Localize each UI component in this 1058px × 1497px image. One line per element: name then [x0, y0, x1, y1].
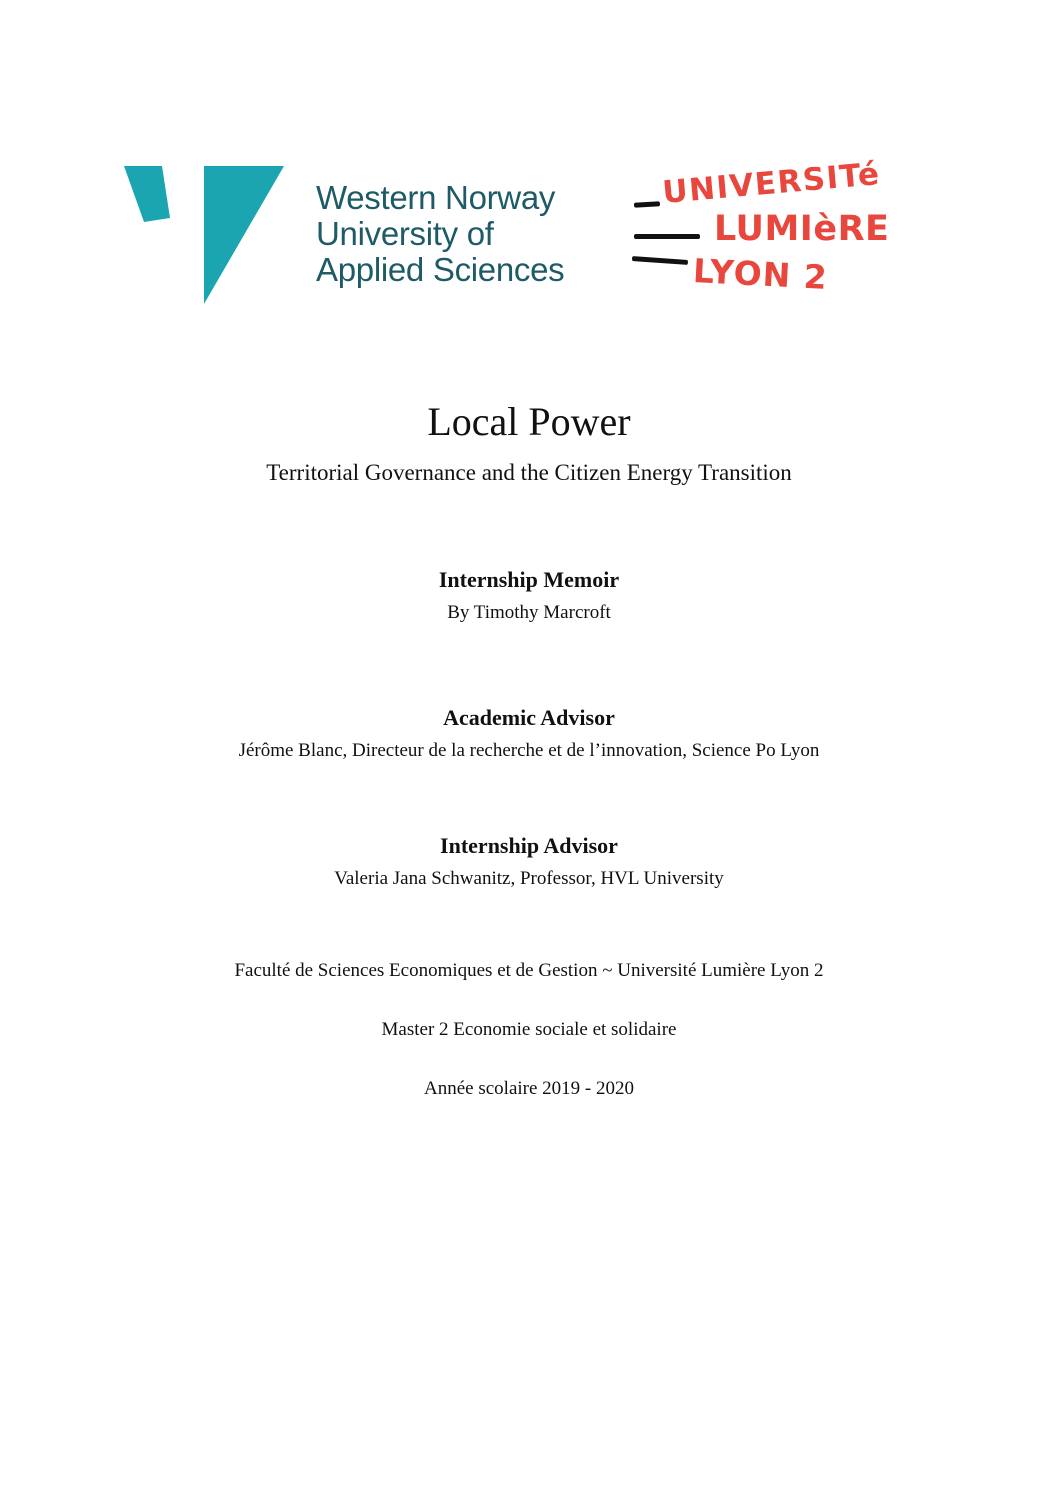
lyon2-dash-2: [634, 234, 700, 239]
hvl-logo-text: [316, 180, 564, 288]
lyon2-logo-line-1: UNIVERSITé: [661, 156, 882, 211]
internship-advisor-line: Valeria Jana Schwanitz, Professor, HVL University: [334, 868, 724, 889]
academic-year-line: Année scolaire 2019 - 2020: [424, 1078, 634, 1099]
lyon2-logo-line-3: LYON 2: [692, 251, 829, 298]
hvl-logo-line-3: Applied Sciences: [316, 251, 565, 288]
hvl-logo-line-2: University of: [316, 215, 494, 252]
document-subtitle: Territorial Governance and the Citizen Energy Transition: [266, 460, 792, 485]
lyon2-logo: [628, 158, 898, 298]
lyon2-dash-1: [634, 201, 660, 207]
program-line: Master 2 Economie sociale et solidaire: [381, 1019, 677, 1040]
lyon2-logo-line-2: LUMIèRE: [714, 209, 890, 249]
faculty-line: Faculté de Sciences Economiques et de Gestion ~ Université Lumière Lyon 2: [234, 960, 824, 981]
academic-advisor-heading: Academic Advisor: [443, 705, 615, 730]
document-title: Local Power: [427, 399, 631, 444]
lyon2-dash-3: [632, 256, 688, 265]
academic-advisor-line: Jérôme Blanc, Directeur de la recherche et de l’innovation, Science Po Lyon: [238, 740, 820, 761]
hvl-logo-line-1: Western Norway: [316, 179, 556, 216]
memoir-heading: Internship Memoir: [438, 567, 620, 592]
author-line: By Timothy Marcroft: [447, 602, 611, 623]
logo-banner: [0, 0, 1058, 320]
hvl-chevron-mark-icon: [124, 166, 284, 304]
internship-advisor-heading: Internship Advisor: [440, 833, 618, 858]
